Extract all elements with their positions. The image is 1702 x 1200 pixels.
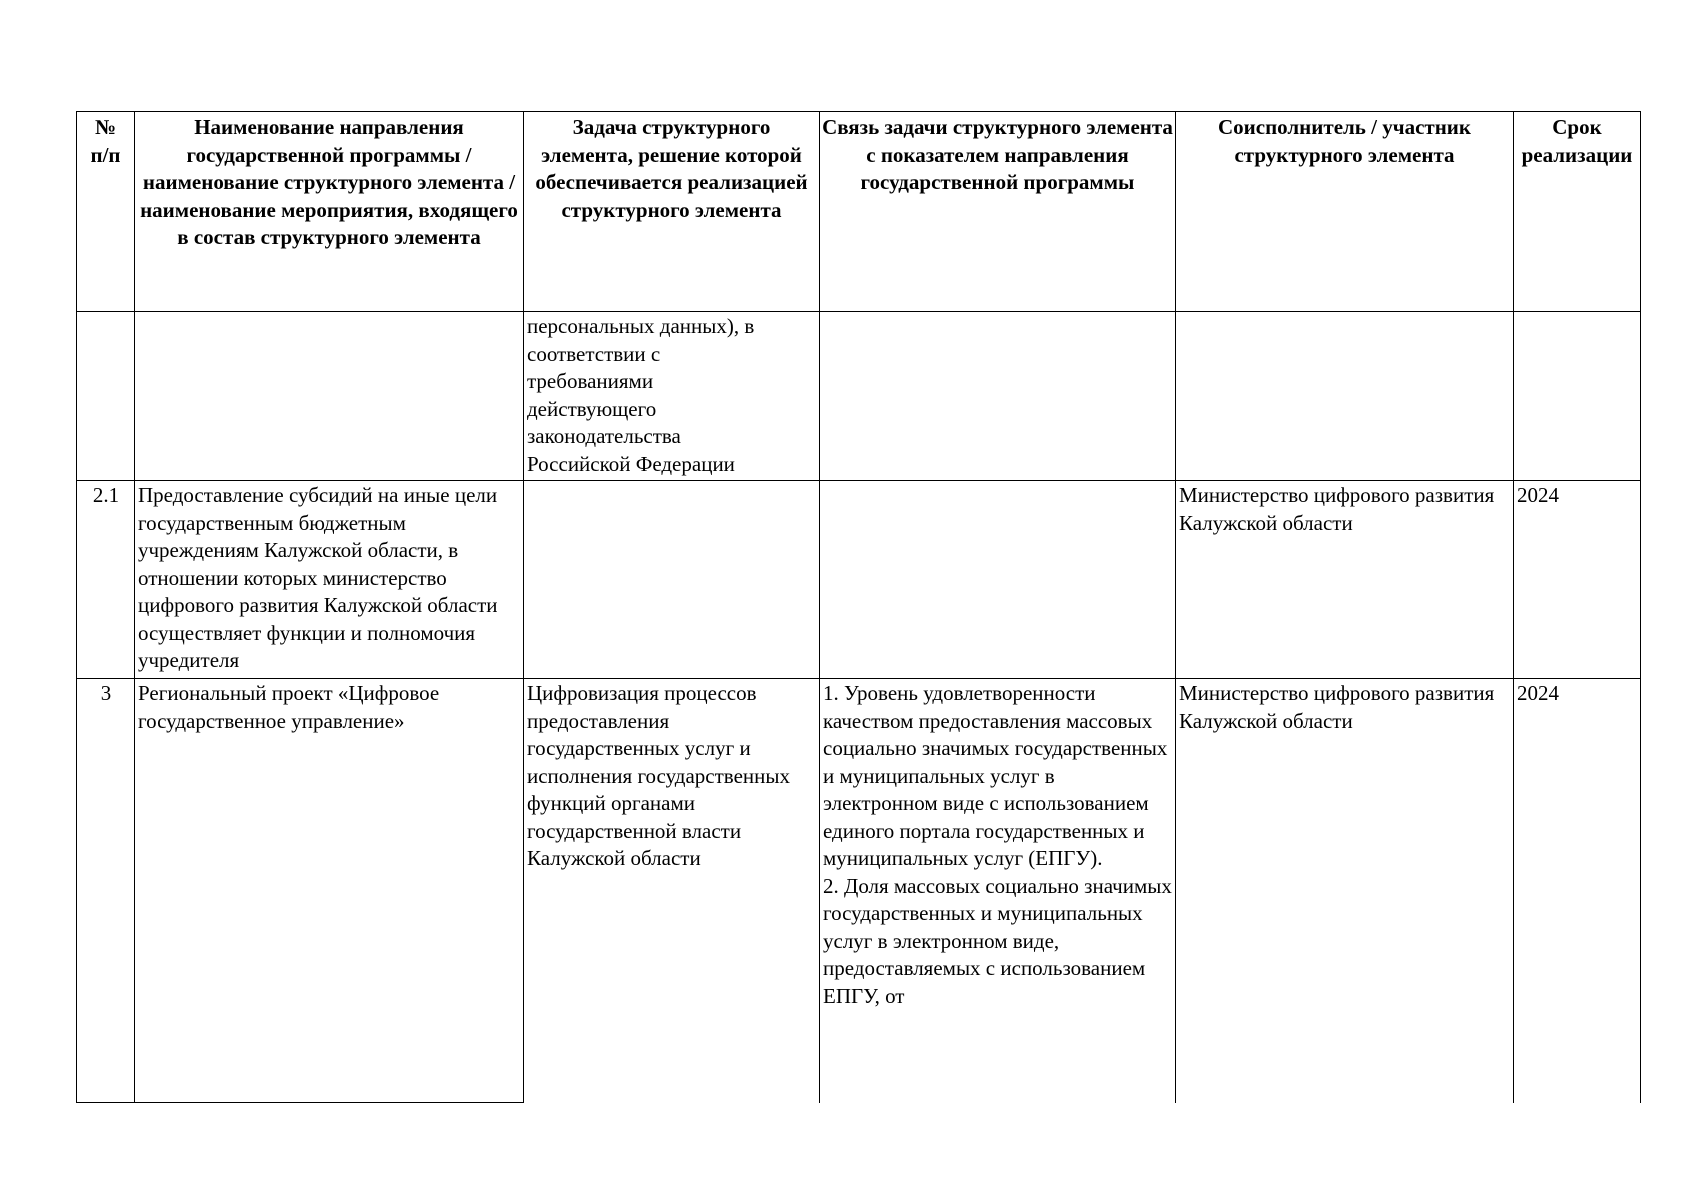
row-task: Цифровизация процессов предоставления государственных услуг и исполнения государственных функций органами государственной власти Калужской области [524, 679, 820, 1103]
header-indicator-link: Связь задачи структурного элемента с показателем направления государственной программы [820, 112, 1176, 312]
header-executor: Соисполнитель / участник структурного элемента [1176, 112, 1514, 312]
row-task [524, 481, 820, 679]
table-row [77, 481, 1641, 679]
row-executor [1176, 312, 1514, 481]
row-term: 2024 [1514, 481, 1641, 679]
header-name: Наименование направления государственной программы / наименование структурного элемента / наименование мероприятия, входящего в состав структурного элемента [135, 112, 524, 312]
table-header-row [77, 112, 1641, 312]
program-structure-table [76, 111, 1641, 1103]
row-indicator-link [820, 312, 1176, 481]
document-page [76, 111, 1640, 1103]
row-name: Региональный проект «Цифровое государственное управление» [135, 679, 524, 1103]
row-executor: Министерство цифрового развития Калужской области [1176, 481, 1514, 679]
header-number: № п/п [77, 112, 135, 312]
row-task: персональных данных), в соответствии с требованиями действующего законодательства Российской Федерации [524, 312, 820, 481]
row-executor: Министерство цифрового развития Калужской области [1176, 679, 1514, 1103]
row-number: 3 [77, 679, 135, 1103]
row-indicator-link: 1. Уровень удовлетворенности качеством предоставления массовых социально значимых государственных и муниципальных услуг в электронном виде с использованием единого портала государственных и муниципальных услуг (ЕПГУ). 2. Доля массовых социально значимых государственных и муниципальных услуг в электронном виде, предоставляемых с использованием ЕПГУ, от [820, 679, 1176, 1103]
header-term: Срок реализации [1514, 112, 1641, 312]
table-row [77, 679, 1641, 1103]
row-term: 2024 [1514, 679, 1641, 1103]
row-name [135, 312, 524, 481]
table-row [77, 312, 1641, 481]
header-task: Задача структурного элемента, решение которой обеспечивается реализацией структурного элемента [524, 112, 820, 312]
row-name: Предоставление субсидий на иные цели государственным бюджетным учреждениям Калужской области, в отношении которых министерство цифрового развития Калужской области осуществляет функции и полномочия учредителя [135, 481, 524, 679]
row-indicator-link [820, 481, 1176, 679]
row-term [1514, 312, 1641, 481]
row-number [77, 312, 135, 481]
row-number: 2.1 [77, 481, 135, 679]
